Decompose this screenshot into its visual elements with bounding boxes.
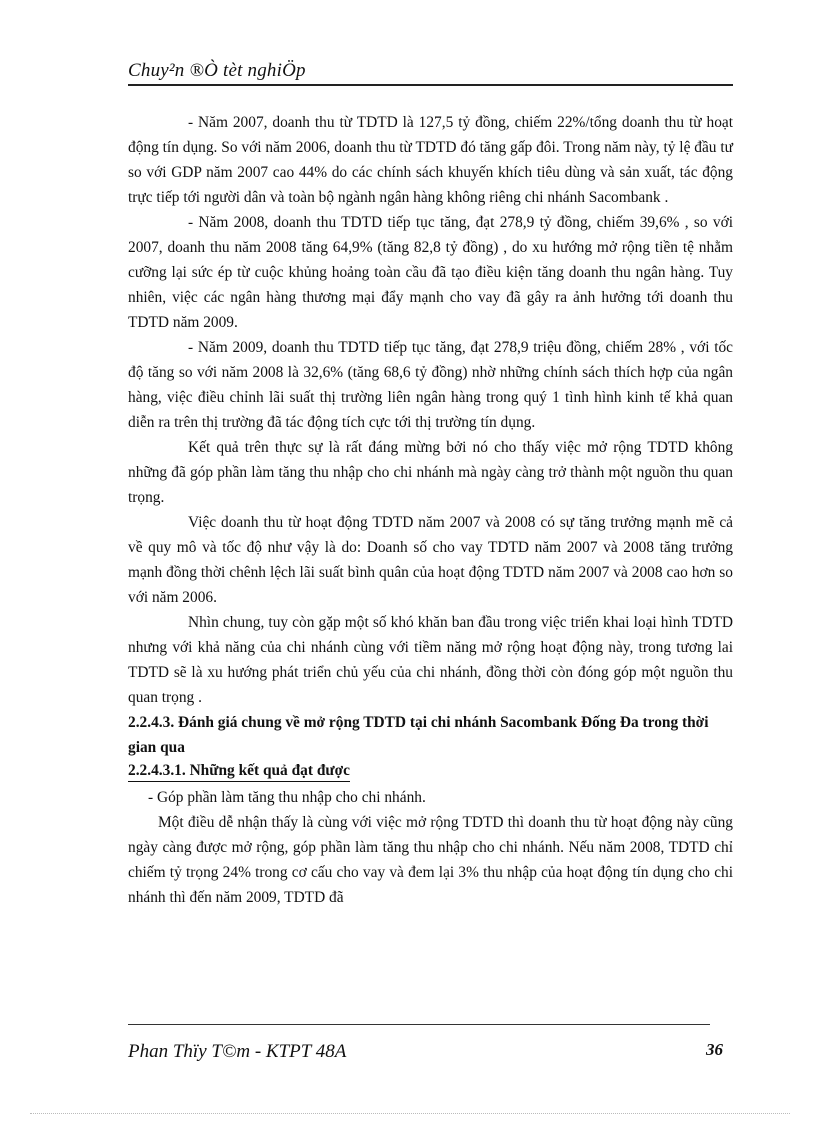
footer-divider: [128, 1024, 710, 1025]
page-body: [128, 110, 733, 910]
paragraph-2007: - Năm 2007, doanh thu từ TDTD là 127,5 tỷ đồng, chiếm 22%/tổng doanh thu từ hoạt động tín dụng. So với năm 2006, doanh thu từ TDTD đó tăng gấp đôi. Trong năm này, tỷ lệ đầu tư so với GDP năm 2007 cao 44% do các chính sách khuyến khích tiêu dùng và sản xuất, tác động trực tiếp tới người dân và toàn bộ ngành ngân hàng không riêng chi nhánh Sacombank .: [128, 114, 733, 206]
section-heading: 2.2.4.3. Đánh giá chung về mở rộng TDTD tại chi nhánh Sacombank Đống Đa trong thời gian qua: [128, 714, 709, 756]
header-title: Chuy²n ®Ò tèt nghiÖp: [128, 60, 306, 81]
paragraph-overall: Nhìn chung, tuy còn gặp một số khó khăn ban đầu trong việc triển khai loại hình TDTD nhưng với khả năng của chi nhánh cùng với tiềm năng mở rộng hoạt động này, trong tương lai TDTD sẽ là xu hướng phát triển chủ yếu của chi nhánh, đồng thời còn đóng góp một nguồn thu quan trọng .: [128, 614, 733, 706]
paragraph-2009: - Năm 2009, doanh thu TDTD tiếp tục tăng, đạt 278,9 triệu đồng, chiếm 28% , với tốc độ tăng so với năm 2008 là 32,6% (tăng 68,6 tỷ đồng) nhờ những chính sách thích hợp của ngân hàng, việc điều chỉnh lãi suất thị trường liên ngân hàng trong quý 1 tình hình kinh tế khả quan diễn ra trên thị trường đã tác động tích cực tới thị trường tín dụng.: [128, 339, 733, 431]
subsection-heading: 2.2.4.3.1. Những kết quả đạt được: [128, 761, 350, 782]
page-header: [128, 54, 733, 86]
paragraph-2008: - Năm 2008, doanh thu TDTD tiếp tục tăng, đạt 278,9 tỷ đồng, chiếm 39,6% , so với 2007, doanh thu năm 2008 tăng 64,9% (tăng 82,8 tỷ đồng) , do xu hướng mở rộng tiền tệ nhằm cưỡng lại sức ép từ cuộc khủng hoảng toàn cầu đã tạo điều kiện tăng doanh thu ngân hàng. Tuy nhiên, việc các ngân hàng thương mại đẩy mạnh cho vay đã gây ra ảnh hưởng tới doanh thu TDTD năm 2009.: [128, 214, 733, 331]
paragraph-income: Một điều dễ nhận thấy là cùng với việc mở rộng TDTD thì doanh thu từ hoạt động này cũng ngày càng được mở rộng, góp phần làm tăng thu nhập cho chi nhánh. Nếu năm 2008, TDTD chỉ chiếm tỷ trọng 24% trong cơ cấu cho vay và đem lại 3% thu nhập của hoạt động tín dụng cho chi nhánh thì đến năm 2009, TDTD đã: [128, 814, 733, 906]
paragraph-result: Kết quả trên thực sự là rất đáng mừng bởi nó cho thấy việc mở rộng TDTD không những đã góp phần làm tăng thu nhập cho chi nhánh mà ngày càng trở thành một nguồn thu quan trọng.: [128, 439, 733, 506]
page-bottom-border: [30, 1113, 790, 1114]
footer-author: Phan Thïy T©m - KTPT 48A: [128, 1041, 347, 1062]
page-number: 36: [706, 1040, 723, 1059]
paragraph-growth-reason: Việc doanh thu từ hoạt động TDTD năm 2007 và 2008 có sự tăng trưởng mạnh mẽ cả về quy mô và tốc độ như vậy là do: Doanh số cho vay TDTD năm 2007 và 2008 tăng trưởng mạnh đồng thời chênh lệch lãi suất bình quân của hoạt động TDTD năm 2007 và 2008 cao hơn so với năm 2006.: [128, 514, 733, 606]
bullet-income: - Góp phần làm tăng thu nhập cho chi nhánh.: [148, 789, 426, 806]
